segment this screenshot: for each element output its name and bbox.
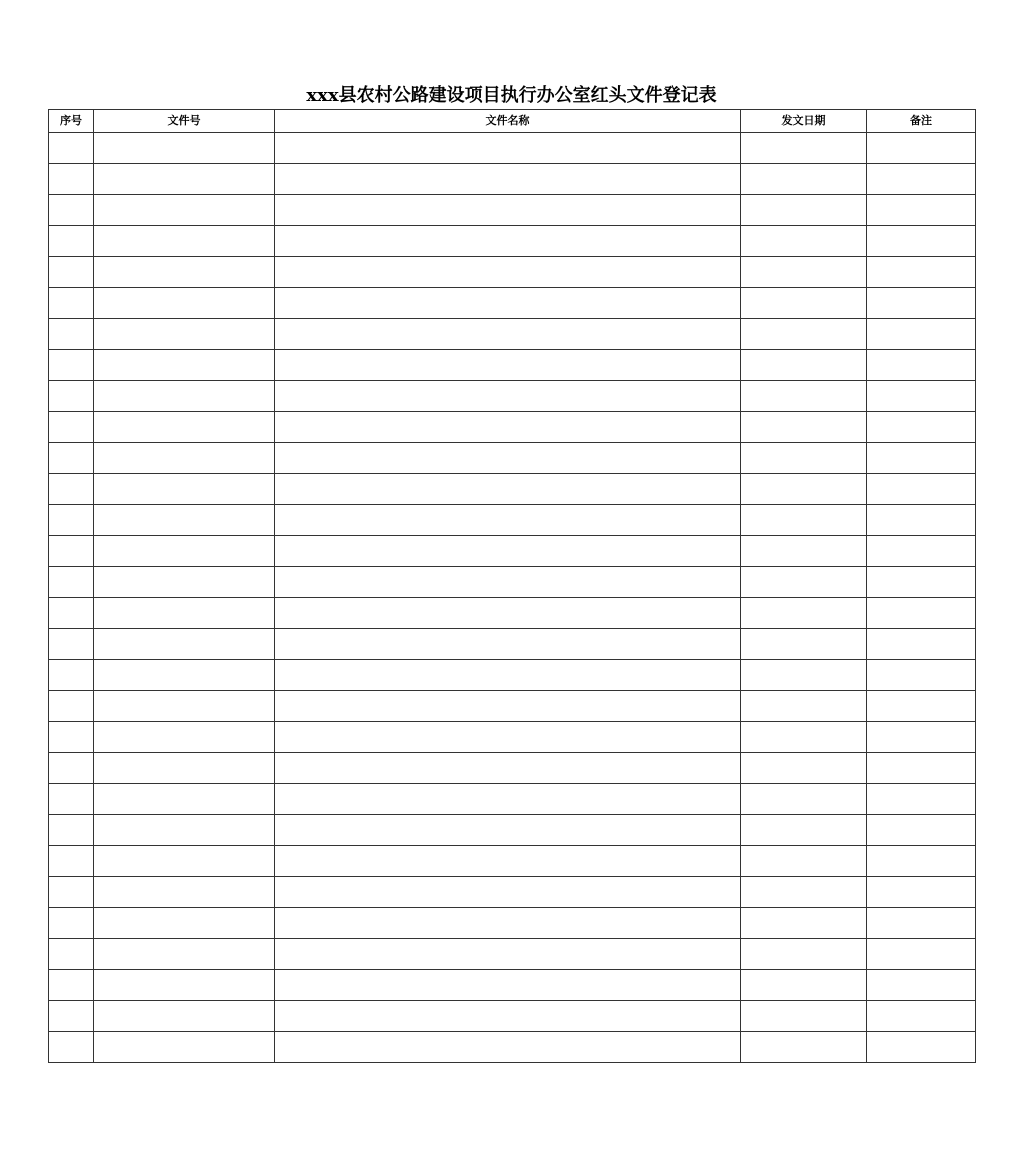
cell-document-number — [94, 846, 275, 877]
cell-remarks — [867, 722, 976, 753]
cell-serial-number — [49, 846, 94, 877]
cell-issue-date — [741, 815, 867, 846]
cell-remarks — [867, 1032, 976, 1063]
document-title: xxx县农村公路建设项目执行办公室红头文件登记表 — [306, 85, 717, 106]
cell-document-name — [275, 443, 741, 474]
cell-document-number — [94, 815, 275, 846]
cell-remarks — [867, 319, 976, 350]
table-row — [49, 753, 976, 784]
cell-document-number — [94, 722, 275, 753]
cell-serial-number — [49, 505, 94, 536]
cell-serial-number — [49, 629, 94, 660]
cell-remarks — [867, 164, 976, 195]
cell-document-name — [275, 474, 741, 505]
cell-remarks — [867, 877, 976, 908]
cell-document-name — [275, 288, 741, 319]
cell-document-name — [275, 877, 741, 908]
table-row — [49, 660, 976, 691]
cell-document-number — [94, 1032, 275, 1063]
cell-document-name — [275, 257, 741, 288]
table-row — [49, 722, 976, 753]
table-row — [49, 505, 976, 536]
cell-document-number — [94, 1001, 275, 1032]
table-row — [49, 474, 976, 505]
table-row — [49, 381, 976, 412]
cell-issue-date — [741, 505, 867, 536]
cell-issue-date — [741, 133, 867, 164]
table-header-row — [49, 110, 976, 133]
cell-document-number — [94, 784, 275, 815]
cell-remarks — [867, 598, 976, 629]
cell-serial-number — [49, 722, 94, 753]
cell-serial-number — [49, 660, 94, 691]
cell-document-number — [94, 753, 275, 784]
cell-document-number — [94, 629, 275, 660]
cell-document-name — [275, 319, 741, 350]
cell-issue-date — [741, 722, 867, 753]
cell-issue-date — [741, 567, 867, 598]
cell-remarks — [867, 195, 976, 226]
cell-document-name — [275, 815, 741, 846]
cell-issue-date — [741, 350, 867, 381]
cell-issue-date — [741, 257, 867, 288]
cell-document-name — [275, 1001, 741, 1032]
cell-issue-date — [741, 226, 867, 257]
cell-remarks — [867, 412, 976, 443]
cell-document-number — [94, 164, 275, 195]
table-row — [49, 195, 976, 226]
cell-document-number — [94, 412, 275, 443]
cell-document-number — [94, 133, 275, 164]
cell-serial-number — [49, 226, 94, 257]
table-row — [49, 908, 976, 939]
cell-serial-number — [49, 536, 94, 567]
cell-remarks — [867, 443, 976, 474]
cell-serial-number — [49, 288, 94, 319]
cell-serial-number — [49, 381, 94, 412]
cell-serial-number — [49, 970, 94, 1001]
cell-remarks — [867, 691, 976, 722]
cell-serial-number — [49, 164, 94, 195]
table-row — [49, 784, 976, 815]
table-row — [49, 226, 976, 257]
cell-remarks — [867, 908, 976, 939]
cell-remarks — [867, 660, 976, 691]
cell-document-number — [94, 877, 275, 908]
cell-issue-date — [741, 660, 867, 691]
table-row — [49, 164, 976, 195]
cell-document-number — [94, 195, 275, 226]
cell-serial-number — [49, 877, 94, 908]
cell-document-number — [94, 319, 275, 350]
cell-document-name — [275, 939, 741, 970]
cell-issue-date — [741, 691, 867, 722]
cell-document-name — [275, 970, 741, 1001]
header-serial-number: 序号 — [49, 110, 94, 133]
cell-serial-number — [49, 350, 94, 381]
cell-serial-number — [49, 815, 94, 846]
cell-serial-number — [49, 257, 94, 288]
table-row — [49, 1032, 976, 1063]
cell-remarks — [867, 505, 976, 536]
cell-serial-number — [49, 412, 94, 443]
table-row — [49, 846, 976, 877]
cell-remarks — [867, 350, 976, 381]
cell-document-name — [275, 195, 741, 226]
cell-serial-number — [49, 908, 94, 939]
cell-document-number — [94, 598, 275, 629]
table-row — [49, 536, 976, 567]
table-row — [49, 691, 976, 722]
table-row — [49, 939, 976, 970]
cell-document-name — [275, 846, 741, 877]
cell-document-name — [275, 505, 741, 536]
cell-issue-date — [741, 629, 867, 660]
cell-issue-date — [741, 1001, 867, 1032]
cell-remarks — [867, 970, 976, 1001]
cell-serial-number — [49, 319, 94, 350]
table-row — [49, 1001, 976, 1032]
cell-serial-number — [49, 1032, 94, 1063]
cell-issue-date — [741, 443, 867, 474]
cell-document-number — [94, 443, 275, 474]
cell-issue-date — [741, 288, 867, 319]
table-row — [49, 629, 976, 660]
cell-document-name — [275, 164, 741, 195]
cell-remarks — [867, 536, 976, 567]
cell-issue-date — [741, 195, 867, 226]
cell-remarks — [867, 846, 976, 877]
cell-issue-date — [741, 598, 867, 629]
header-document-number: 文件号 — [94, 110, 275, 133]
header-remarks: 备注 — [867, 110, 976, 133]
cell-issue-date — [741, 536, 867, 567]
cell-document-number — [94, 226, 275, 257]
cell-document-name — [275, 784, 741, 815]
cell-issue-date — [741, 1032, 867, 1063]
cell-document-number — [94, 567, 275, 598]
cell-document-name — [275, 567, 741, 598]
table-row — [49, 319, 976, 350]
cell-serial-number — [49, 753, 94, 784]
cell-document-name — [275, 753, 741, 784]
cell-document-number — [94, 536, 275, 567]
cell-remarks — [867, 815, 976, 846]
cell-document-name — [275, 350, 741, 381]
cell-issue-date — [741, 319, 867, 350]
cell-issue-date — [741, 753, 867, 784]
cell-issue-date — [741, 877, 867, 908]
cell-remarks — [867, 474, 976, 505]
cell-serial-number — [49, 443, 94, 474]
register-table — [48, 109, 976, 1063]
table-row — [49, 970, 976, 1001]
cell-issue-date — [741, 164, 867, 195]
cell-remarks — [867, 288, 976, 319]
cell-issue-date — [741, 381, 867, 412]
cell-issue-date — [741, 846, 867, 877]
cell-document-number — [94, 350, 275, 381]
cell-remarks — [867, 226, 976, 257]
table-row — [49, 412, 976, 443]
header-issue-date: 发文日期 — [741, 110, 867, 133]
table-row — [49, 567, 976, 598]
cell-issue-date — [741, 474, 867, 505]
cell-serial-number — [49, 784, 94, 815]
cell-document-name — [275, 1032, 741, 1063]
cell-document-name — [275, 660, 741, 691]
cell-remarks — [867, 939, 976, 970]
table-row — [49, 815, 976, 846]
cell-remarks — [867, 133, 976, 164]
cell-document-number — [94, 939, 275, 970]
cell-issue-date — [741, 939, 867, 970]
table-row — [49, 257, 976, 288]
cell-document-name — [275, 412, 741, 443]
cell-remarks — [867, 784, 976, 815]
cell-serial-number — [49, 567, 94, 598]
table-row — [49, 288, 976, 319]
cell-remarks — [867, 629, 976, 660]
cell-document-number — [94, 505, 275, 536]
cell-issue-date — [741, 908, 867, 939]
table-row — [49, 443, 976, 474]
cell-document-number — [94, 970, 275, 1001]
cell-remarks — [867, 381, 976, 412]
cell-remarks — [867, 753, 976, 784]
cell-serial-number — [49, 1001, 94, 1032]
cell-document-name — [275, 691, 741, 722]
cell-remarks — [867, 1001, 976, 1032]
cell-document-number — [94, 381, 275, 412]
cell-document-name — [275, 722, 741, 753]
cell-issue-date — [741, 970, 867, 1001]
cell-issue-date — [741, 784, 867, 815]
table-row — [49, 350, 976, 381]
cell-remarks — [867, 567, 976, 598]
cell-document-name — [275, 226, 741, 257]
cell-serial-number — [49, 691, 94, 722]
table-row — [49, 133, 976, 164]
cell-document-number — [94, 691, 275, 722]
cell-remarks — [867, 257, 976, 288]
cell-document-name — [275, 133, 741, 164]
cell-document-name — [275, 629, 741, 660]
cell-document-number — [94, 474, 275, 505]
cell-document-name — [275, 598, 741, 629]
cell-document-number — [94, 257, 275, 288]
cell-document-name — [275, 381, 741, 412]
cell-serial-number — [49, 939, 94, 970]
table-row — [49, 877, 976, 908]
cell-document-number — [94, 660, 275, 691]
cell-document-number — [94, 908, 275, 939]
cell-document-name — [275, 908, 741, 939]
cell-issue-date — [741, 412, 867, 443]
cell-serial-number — [49, 133, 94, 164]
header-document-name: 文件名称 — [275, 110, 741, 133]
table-body — [49, 133, 976, 1063]
cell-document-number — [94, 288, 275, 319]
table-row — [49, 598, 976, 629]
cell-document-name — [275, 536, 741, 567]
cell-serial-number — [49, 474, 94, 505]
cell-serial-number — [49, 598, 94, 629]
cell-serial-number — [49, 195, 94, 226]
